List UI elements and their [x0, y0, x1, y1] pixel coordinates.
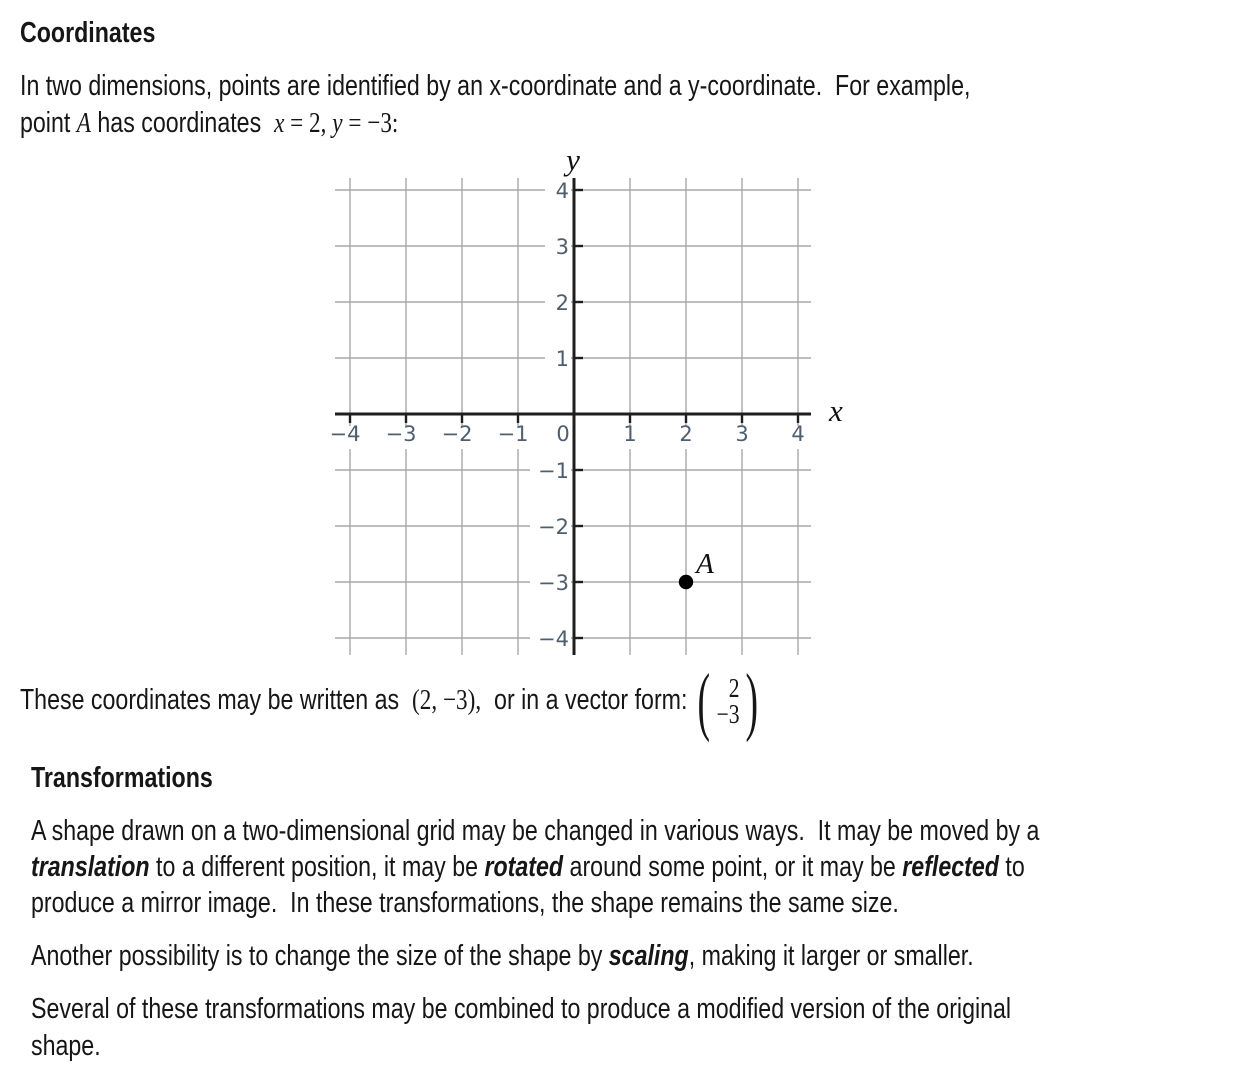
x-tick-label: 2	[679, 422, 693, 446]
y-tick-label: 3	[555, 235, 569, 259]
paragraph-line	[31, 849, 1039, 885]
body-text: shape.	[31, 1030, 101, 1062]
x-axis-title: x	[829, 393, 843, 428]
body-text: produce a mirror image. In these transformations, the shape remains the same size.	[31, 887, 899, 919]
body-text: Another possibility is to change the size of the shape by	[31, 940, 609, 972]
body-text: These coordinates may be written as	[20, 684, 413, 716]
body-text: Several of these transformations may be combined to produce a modified version of the original	[31, 993, 1012, 1025]
x-tick-label: 3	[735, 422, 749, 446]
emphasis-reflected: reflected	[902, 851, 999, 883]
emphasis-rotated: rotated	[484, 851, 564, 883]
x-tick-label: −4	[329, 422, 361, 446]
emphasis-translation: translation	[31, 851, 150, 883]
left-paren: (	[697, 659, 711, 744]
y-axis-title: y	[566, 142, 580, 177]
body-text: has coordinates	[90, 107, 275, 139]
y-tick-label: −1	[538, 459, 569, 483]
x-tick-label: 0	[556, 422, 570, 446]
body-text: around some point, or it may be	[563, 851, 903, 883]
intro-paragraph	[20, 68, 1208, 142]
point-A-dot	[679, 575, 693, 589]
y-tick-label: −4	[538, 627, 569, 651]
right-paren: )	[745, 659, 759, 744]
math-var-y: y	[332, 107, 343, 139]
y-tick-label: 1	[555, 347, 569, 371]
coordinate-grid-figure	[325, 138, 845, 663]
math-var-A: A	[76, 107, 91, 139]
coordinates-math: (2, −3),	[412, 684, 482, 716]
paragraph-line	[31, 885, 1039, 921]
vector-top-entry: 2	[728, 673, 740, 704]
body-text: In two dimensions, points are identified by an x-coordinate and a y-coordinate. For example,	[20, 70, 971, 102]
scaling-paragraph	[31, 938, 974, 975]
emphasis-scaling: scaling	[608, 940, 689, 972]
y-tick-label: 2	[555, 291, 569, 315]
body-text: to	[998, 851, 1025, 883]
body-text: to a different position, it may be	[149, 851, 485, 883]
paragraph-line	[31, 813, 1039, 849]
vector-form-caption	[20, 659, 948, 744]
transformations-paragraph	[31, 813, 1234, 921]
y-tick-label: −2	[538, 515, 569, 539]
column-vector	[694, 659, 762, 744]
section-heading-transformations: Transformations	[31, 762, 213, 794]
point-A-label: A	[696, 548, 714, 580]
x-tick-label: 1	[623, 422, 637, 446]
body-text: , making it larger or smaller.	[688, 940, 974, 972]
combined-paragraph	[31, 991, 1234, 1065]
math-var-x: x	[274, 107, 285, 139]
paragraph-line	[31, 991, 1011, 1028]
body-text: or in a vector form:	[481, 684, 694, 716]
math-text: = −3:	[342, 107, 399, 139]
x-tick-label: −1	[497, 422, 529, 446]
body-text: point	[20, 107, 77, 139]
vector-entries	[714, 673, 742, 730]
paragraph-line	[20, 105, 970, 142]
coordinate-grid	[325, 138, 845, 663]
math-text: = 2,	[284, 107, 333, 139]
body-text: A shape drawn on a two-dimensional grid may be changed in various ways. It may be moved by a	[31, 815, 1040, 847]
y-tick-label: −3	[538, 571, 569, 595]
paragraph-line	[20, 68, 970, 105]
x-tick-label: −3	[385, 422, 417, 446]
section-heading-coordinates: Coordinates	[20, 17, 156, 49]
paragraph-line	[31, 1028, 1011, 1065]
y-tick-label: 4	[555, 179, 569, 203]
x-tick-label: −2	[441, 422, 473, 446]
vector-bottom-entry: −3	[716, 699, 740, 730]
x-tick-label: 4	[791, 422, 805, 446]
